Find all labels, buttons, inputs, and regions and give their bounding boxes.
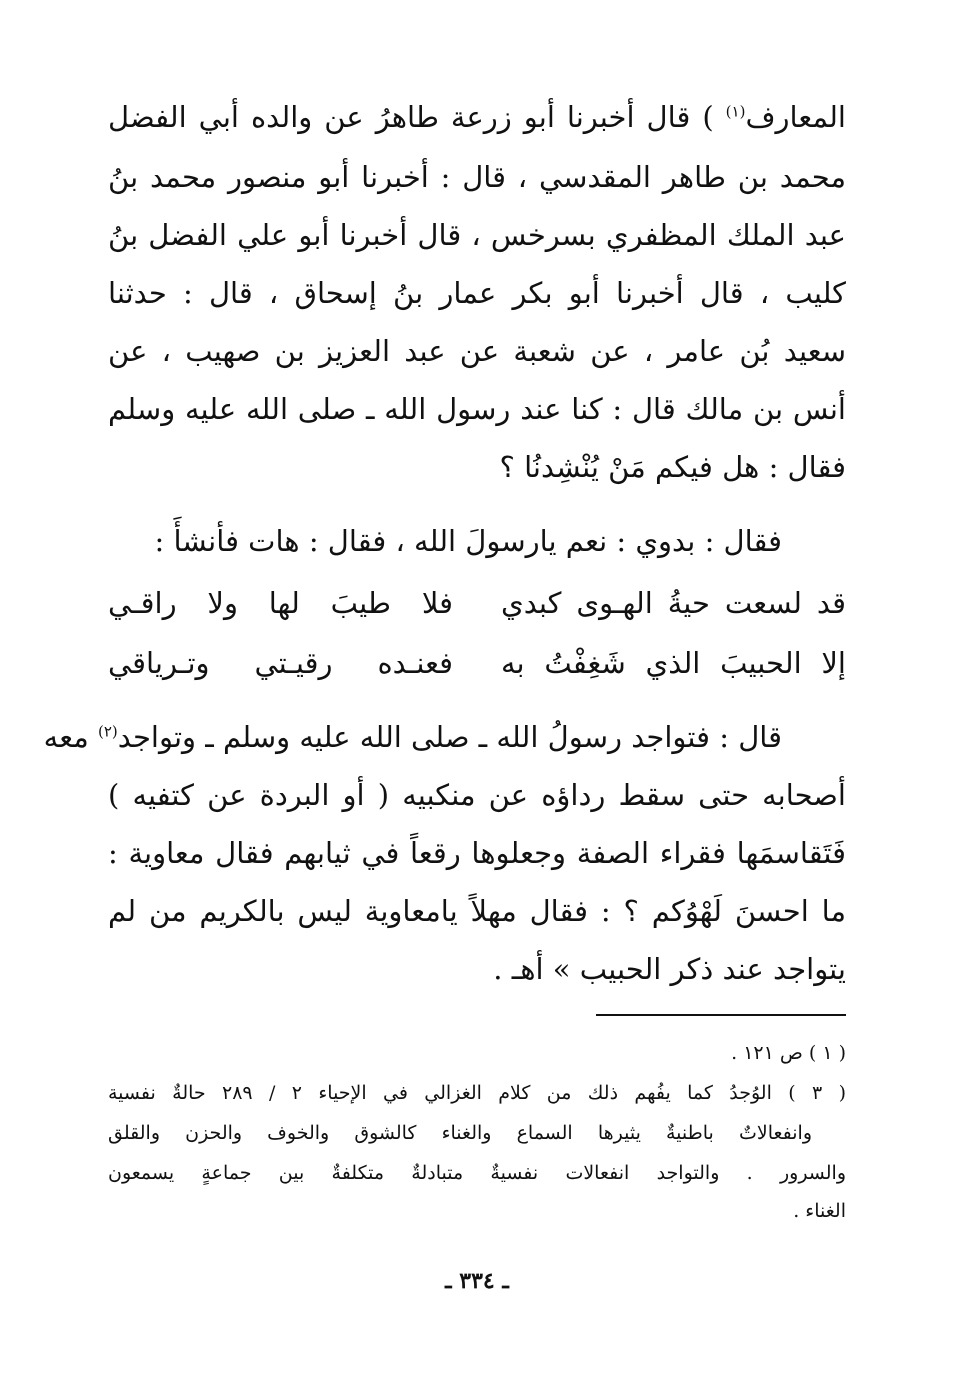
body-line (108, 770, 846, 820)
text-segment: ) قال أخبرنا أبو زرعة طاهرُ عن والده أبي الفضل (108, 100, 726, 134)
text-segment: الغناء . (793, 1200, 846, 1222)
footnote-line (108, 1196, 846, 1226)
footnote-line (108, 1078, 846, 1108)
text-segment: أصحابه حتى سقط رداؤه عن منكبيه ( أو البردة عن كتفيه ) (108, 778, 846, 812)
text-segment: ( ٣ ) الوُجدُ كما يفُهم ذلك من كلام الغزالي في الإحياء ٢ / ٢٨٩ حالةٌ نفسية (108, 1082, 847, 1104)
text-segment: والسرور . والتواجد انفعالات نفسيةٌ متبادلةٌ متكلفةٌ بين جماعةٍ يسمعون (108, 1162, 846, 1184)
text-segment: وانفعالاتٌ باطنيةٌ يثيرها السماع والغناء كالشوق والخوف والحزن والقلق (108, 1122, 812, 1144)
verse-second-hemistich: فعنـده رقيـتي وتـرياقي (108, 646, 453, 680)
body-line (108, 92, 846, 142)
text-segment: المعارف (745, 100, 846, 134)
body-line (108, 384, 846, 434)
body-line (108, 152, 846, 202)
text-segment: قال : فتواجد رسولُ الله ـ صلى الله عليه وسلم ـ وتواجد (117, 720, 782, 754)
footnote-separator (596, 1014, 846, 1016)
body-line (108, 268, 846, 318)
text-segment: فقال : بدوي : نعم يارسولَ الله ، فقال : هات فأنشأَ : (154, 524, 782, 558)
text-segment: سعيد بُن عامر ، عن شعبة عن عبد العزيز بن صهيب ، عن (108, 334, 846, 368)
text-segment: ما احسنَ لَهْوُكم ؟ : فقال مهلاً يامعاوية ليس بالكريم من لم (108, 894, 846, 928)
text-segment: أنس بن مالك قال : كنا عند رسول الله ـ صلى الله عليه وسلم (108, 392, 846, 426)
text-segment: يتواجد عند ذكر الحبيب » أهـ . (493, 952, 846, 986)
footnote-ref[interactable]: (٢) (97, 722, 118, 741)
body-line (108, 210, 846, 260)
text-segment: عبد الملك المظفري بسرخس ، قال أخبرنا أبو علي الفضل بنُ (108, 218, 846, 252)
text-segment: فقال : هل فيكم مَنْ يُنْشِدنُا ؟ (499, 450, 846, 484)
body-line (108, 886, 846, 936)
footnote-line (108, 1158, 846, 1188)
verse-line (108, 636, 846, 690)
footnote-ref[interactable]: (١) (725, 102, 746, 121)
page-number: ـ ٣٣٤ ـ (445, 1268, 509, 1294)
verse-first-hemistich: قد لسعت حيةُ الهـوى كبدي (501, 586, 846, 620)
text-segment: معه (43, 720, 98, 754)
verse-line (108, 576, 846, 630)
text-segment: ( ١ ) ص ١٢١ . (731, 1042, 846, 1064)
verse-first-hemistich: إلا الحبيبَ الذي شَغِفْتُ به (501, 646, 846, 680)
text-segment: محمد بن طاهر المقدسي ، قال : أخبرنا أبو منصور محمد بنُ (108, 160, 846, 194)
page-body (43, 92, 847, 1302)
body-line (108, 326, 846, 376)
body-line (108, 828, 846, 878)
verse-second-hemistich: فلا طيبَ لها ولا راقـي (108, 586, 453, 620)
body-line (108, 944, 846, 994)
footnote-line (108, 1038, 846, 1068)
footnote-line (108, 1118, 846, 1148)
text-segment: فَتَقاسمَها فقراء الصفة وجعلوها رقعاً في ثيابهم فقال معاوية : (108, 836, 846, 870)
body-line (108, 442, 846, 492)
text-segment: كليب ، قال أخبرنا أبو بكر عمار بنُ إسحاق ، قال : حدثنا (108, 276, 846, 310)
intro-line (108, 516, 846, 566)
body-line (43, 712, 846, 762)
